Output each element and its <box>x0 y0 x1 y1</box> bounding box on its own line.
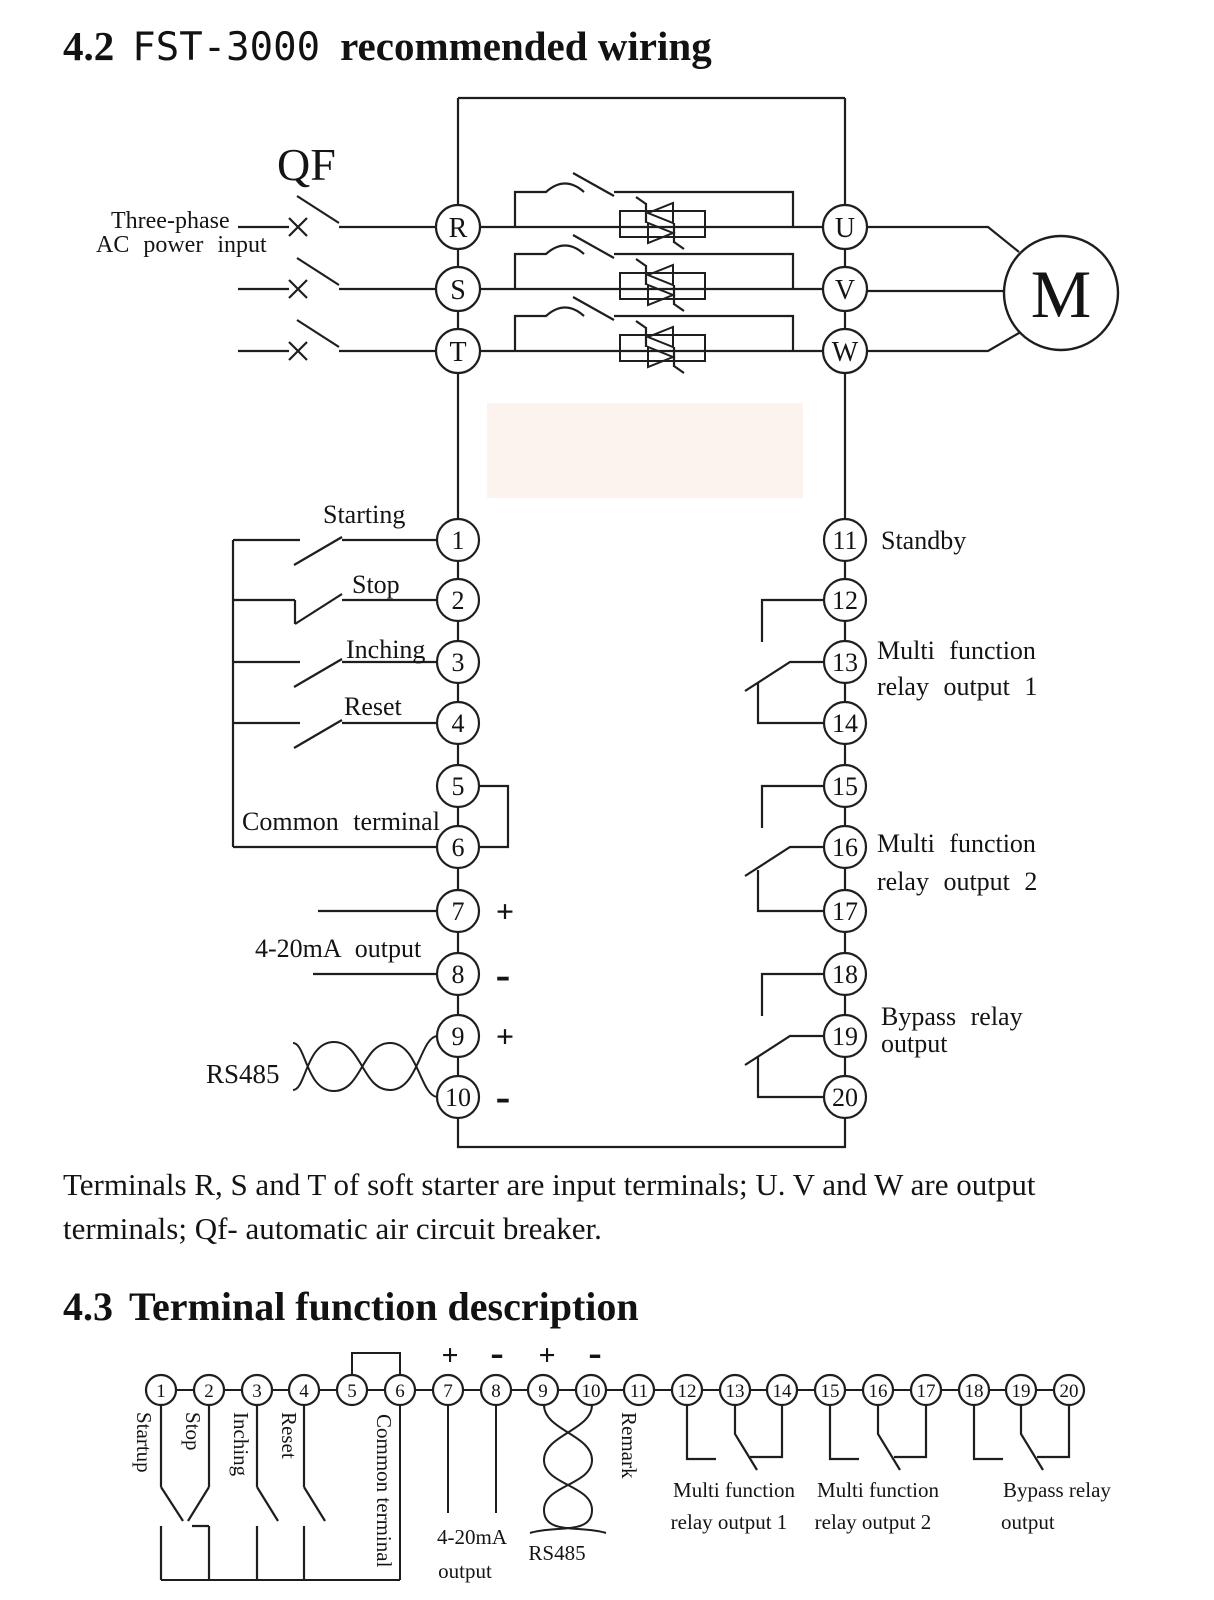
svg-text:14: 14 <box>832 709 858 738</box>
terminal-2 <box>437 579 479 621</box>
svg-text:18: 18 <box>964 1381 984 1402</box>
terminal-3 <box>437 641 479 683</box>
svg-text:4: 4 <box>299 1381 309 1402</box>
terminal-18 <box>824 953 866 995</box>
plus-sign-t7: + <box>495 893 515 929</box>
relay2-contacts <box>745 786 824 911</box>
plus-sign-t9: + <box>495 1018 515 1054</box>
strip-relay1-label-line2: relay output 1 <box>670 1510 788 1534</box>
svg-text:15: 15 <box>832 772 858 801</box>
strip-terminal-11 <box>624 1375 654 1405</box>
source-label-line1: Three-phase <box>111 208 230 234</box>
terminal-20 <box>824 1076 866 1118</box>
terminal-19 <box>824 1015 866 1057</box>
relay-no-lead <box>758 870 824 911</box>
section-4-3-number: 4.3 <box>63 1284 113 1329</box>
section-4-3-title: Terminal function description <box>129 1284 639 1329</box>
relay-nc-lead <box>762 600 824 642</box>
section-4-2-model: FST-3000 <box>132 25 321 70</box>
strip-reset-label: Reset <box>277 1412 301 1459</box>
svg-text:17: 17 <box>832 897 858 926</box>
svg-text:3: 3 <box>451 648 465 677</box>
strip-analog-leads <box>448 1405 496 1513</box>
terminal-5 <box>437 765 479 807</box>
svg-text:R: R <box>448 213 468 244</box>
control-bus-line <box>233 540 437 847</box>
relay-nc-lead <box>762 786 824 828</box>
relay-blade <box>878 1405 900 1470</box>
terminal-7 <box>437 890 479 932</box>
svg-text:14: 14 <box>772 1381 792 1402</box>
strip-relay2-label-line2: relay output 2 <box>814 1510 932 1534</box>
relay1-label-line2: relay output 1 <box>877 672 1038 701</box>
terminal-strip-diagram <box>146 1353 1084 1580</box>
svg-text:2: 2 <box>204 1381 214 1402</box>
terminal-16 <box>824 826 866 868</box>
strip-terminal-4 <box>289 1375 319 1405</box>
svg-text:20: 20 <box>832 1083 858 1112</box>
terminal-V <box>823 267 867 311</box>
terminal-R <box>436 205 480 249</box>
relay-no-lead <box>758 1056 824 1097</box>
svg-text:13: 13 <box>832 648 858 677</box>
strip-remark-label: Remark <box>617 1412 641 1479</box>
strip-reset-switch <box>304 1405 325 1580</box>
svg-text:1: 1 <box>156 1381 166 1402</box>
strip-common-label: Common terminal <box>372 1414 396 1568</box>
terminal-15 <box>824 765 866 807</box>
relay2-label-line2: relay output 2 <box>877 867 1038 896</box>
svg-text:U: U <box>834 213 856 244</box>
relay-lead <box>974 1405 1003 1459</box>
strip-terminal-9 <box>528 1375 558 1405</box>
relay-blade <box>735 1405 757 1470</box>
strip-terminal-6 <box>385 1375 415 1405</box>
strip-minus-t10: - <box>588 1330 602 1375</box>
svg-text:8: 8 <box>451 960 465 989</box>
svg-text:6: 6 <box>451 833 465 862</box>
terminal-10 <box>437 1076 479 1118</box>
motor-symbol <box>1004 236 1118 350</box>
strip-rs485-label: RS485 <box>528 1541 586 1565</box>
breaker-qf-label: QF <box>277 139 336 190</box>
terminal-12 <box>824 579 866 621</box>
terminals-note-line1: Terminals R, S and T of soft starter are input terminals; U. V and W are output <box>63 1167 1036 1202</box>
relay-no-lead <box>758 682 824 723</box>
strip-bypass-label-line2: output <box>1001 1510 1055 1534</box>
section-4-3-heading <box>63 1283 639 1330</box>
thyristor-module-box <box>620 211 705 237</box>
thyristor-bars <box>636 197 684 249</box>
bottom-frame-line <box>458 1117 845 1147</box>
strip-relay1-label-line1: Multi function <box>673 1478 795 1502</box>
strip-terminal-12 <box>672 1375 702 1405</box>
terminal-4 <box>437 702 479 744</box>
svg-text:V: V <box>834 275 856 306</box>
svg-text:13: 13 <box>725 1381 745 1402</box>
strip-terminal-13 <box>720 1375 750 1405</box>
relay-blade <box>1021 1405 1043 1470</box>
thyristor-bars <box>636 259 684 311</box>
svg-text:6: 6 <box>395 1381 405 1402</box>
terminal-14 <box>824 702 866 744</box>
reset-switch <box>233 720 437 748</box>
relay1-contacts <box>745 600 824 723</box>
svg-text:4: 4 <box>451 709 465 738</box>
terminal-U <box>823 205 867 249</box>
terminal-5-6-jumper <box>479 786 508 847</box>
common-terminal-label: Common terminal <box>242 807 440 836</box>
svg-text:5: 5 <box>347 1381 357 1402</box>
svg-text:18: 18 <box>832 960 858 989</box>
section-4-2-number: 4.2 <box>63 23 115 69</box>
strip-terminal-20 <box>1054 1375 1084 1405</box>
terminal-9 <box>437 1015 479 1057</box>
strip-rs485-twisted-pair <box>530 1405 606 1533</box>
svg-text:17: 17 <box>916 1381 936 1402</box>
strip-relay2-contacts <box>830 1405 926 1470</box>
strip-terminal-14 <box>767 1375 797 1405</box>
terminals-note-line2: terminals; Qf- automatic air circuit breaker. <box>63 1211 602 1246</box>
svg-text:12: 12 <box>832 586 858 615</box>
stop-switch <box>233 594 437 624</box>
relay2-label-line1: Multi function <box>877 829 1036 858</box>
strip-5-6-jumper <box>352 1353 400 1375</box>
svg-text:20: 20 <box>1059 1381 1079 1402</box>
strip-terminal-18 <box>959 1375 989 1405</box>
minus-sign-t8: - <box>495 950 511 999</box>
svg-text:10: 10 <box>445 1083 471 1112</box>
starting-switch <box>233 537 437 565</box>
analog-output-label: 4-20mA output <box>255 934 422 963</box>
strip-terminal-10 <box>576 1375 606 1405</box>
svg-text:M: M <box>1030 256 1092 332</box>
terminal-8 <box>437 953 479 995</box>
bypass-contactor <box>515 297 793 351</box>
strip-analog-label-line1: 4-20mA <box>437 1525 507 1549</box>
terminal-S <box>436 267 480 311</box>
relay-nc-lead <box>762 974 824 1016</box>
strip-terminal-19 <box>1006 1375 1036 1405</box>
svg-text:9: 9 <box>451 1022 465 1051</box>
strip-terminal-1 <box>146 1375 176 1405</box>
relay-lead <box>1037 1405 1069 1457</box>
highlight-region <box>487 403 803 498</box>
terminals-note <box>63 1163 1163 1251</box>
svg-text:19: 19 <box>1011 1381 1031 1402</box>
minus-sign-t10: - <box>495 1072 511 1121</box>
strip-analog-label-line2: output <box>438 1559 492 1583</box>
strip-stop-label: Stop <box>181 1412 205 1451</box>
svg-text:3: 3 <box>252 1381 262 1402</box>
svg-text:11: 11 <box>832 526 858 555</box>
strip-plus-t9: + <box>538 1339 556 1372</box>
svg-text:5: 5 <box>451 772 465 801</box>
svg-text:T: T <box>449 337 467 368</box>
svg-text:11: 11 <box>629 1381 649 1402</box>
bypass-contactor <box>515 235 793 289</box>
svg-text:7: 7 <box>451 897 465 926</box>
section-4-2-title: recommended wiring <box>340 23 712 69</box>
svg-text:8: 8 <box>491 1381 501 1402</box>
svg-text:19: 19 <box>832 1022 858 1051</box>
thyristor-module-box <box>620 335 705 361</box>
terminal-T <box>436 329 480 373</box>
bypass-relay-contacts <box>745 974 824 1097</box>
strip-relay2-label-line1: Multi function <box>817 1478 939 1502</box>
reset-label: Reset <box>344 692 402 721</box>
svg-text:1: 1 <box>451 526 465 555</box>
inching-label: Inching <box>346 635 426 664</box>
relay-lead <box>830 1405 859 1459</box>
standby-label: Standby <box>881 526 967 555</box>
terminal-17 <box>824 890 866 932</box>
strip-terminal-8 <box>481 1375 511 1405</box>
strip-bypass-contacts <box>974 1405 1069 1470</box>
svg-text:9: 9 <box>538 1381 548 1402</box>
rs485-label: RS485 <box>206 1059 280 1089</box>
strip-terminal-7 <box>433 1375 463 1405</box>
terminal-1 <box>437 519 479 561</box>
strip-relay1-contacts <box>687 1405 782 1470</box>
main-wiring-diagram <box>233 98 1118 1147</box>
relay-lead <box>750 1405 782 1457</box>
relay-lead <box>894 1405 926 1457</box>
phase-S-circuit <box>238 235 823 311</box>
svg-text:W: W <box>831 337 859 368</box>
svg-text:7: 7 <box>443 1381 453 1402</box>
svg-text:16: 16 <box>868 1381 888 1402</box>
strip-inching-label: Inching <box>229 1412 253 1477</box>
breaker-pole <box>238 258 436 298</box>
thyristor-module-box <box>620 273 705 299</box>
strip-plus-t7: + <box>441 1339 459 1372</box>
strip-terminal-16 <box>863 1375 893 1405</box>
terminal-11 <box>824 519 866 561</box>
bypass-label-line1: Bypass relay <box>881 1002 1023 1031</box>
breaker-pole <box>238 320 436 360</box>
strip-startup-switch <box>161 1405 183 1580</box>
relay-lead <box>687 1405 716 1459</box>
stop-label: Stop <box>352 570 400 599</box>
motor-wires <box>866 227 1019 351</box>
strip-terminal-3 <box>242 1375 272 1405</box>
terminal-13 <box>824 641 866 683</box>
strip-terminal-17 <box>911 1375 941 1405</box>
strip-terminal-15 <box>815 1375 845 1405</box>
bypass-contactor <box>515 173 793 227</box>
breaker-pole <box>238 196 436 236</box>
svg-text:12: 12 <box>677 1381 697 1402</box>
strip-minus-t8: - <box>490 1330 504 1375</box>
svg-text:15: 15 <box>820 1381 840 1402</box>
strip-startup-label: Startup <box>132 1412 156 1473</box>
starting-label: Starting <box>323 500 406 529</box>
strip-terminal-5 <box>337 1375 367 1405</box>
strip-terminal-2 <box>194 1375 224 1405</box>
svg-text:2: 2 <box>451 586 465 615</box>
terminal-W <box>823 329 867 373</box>
section-4-2-heading <box>63 22 712 70</box>
relay-blade <box>745 662 824 691</box>
svg-text:10: 10 <box>581 1381 601 1402</box>
terminal-6 <box>437 826 479 868</box>
svg-text:16: 16 <box>832 833 858 862</box>
strip-bypass-label-line1: Bypass relay <box>1003 1478 1111 1502</box>
svg-text:S: S <box>450 275 466 306</box>
relay-blade <box>745 847 824 876</box>
relay1-label-line1: Multi function <box>877 636 1036 665</box>
relay-blade <box>745 1036 824 1065</box>
bypass-label-line2: output <box>881 1029 948 1058</box>
strip-inching-switch <box>257 1405 278 1580</box>
phase-T-circuit <box>238 297 823 373</box>
rs485-twisted-pair <box>293 1036 437 1097</box>
source-label-line2: AC power input <box>96 232 267 258</box>
thyristor-bars <box>636 321 684 373</box>
